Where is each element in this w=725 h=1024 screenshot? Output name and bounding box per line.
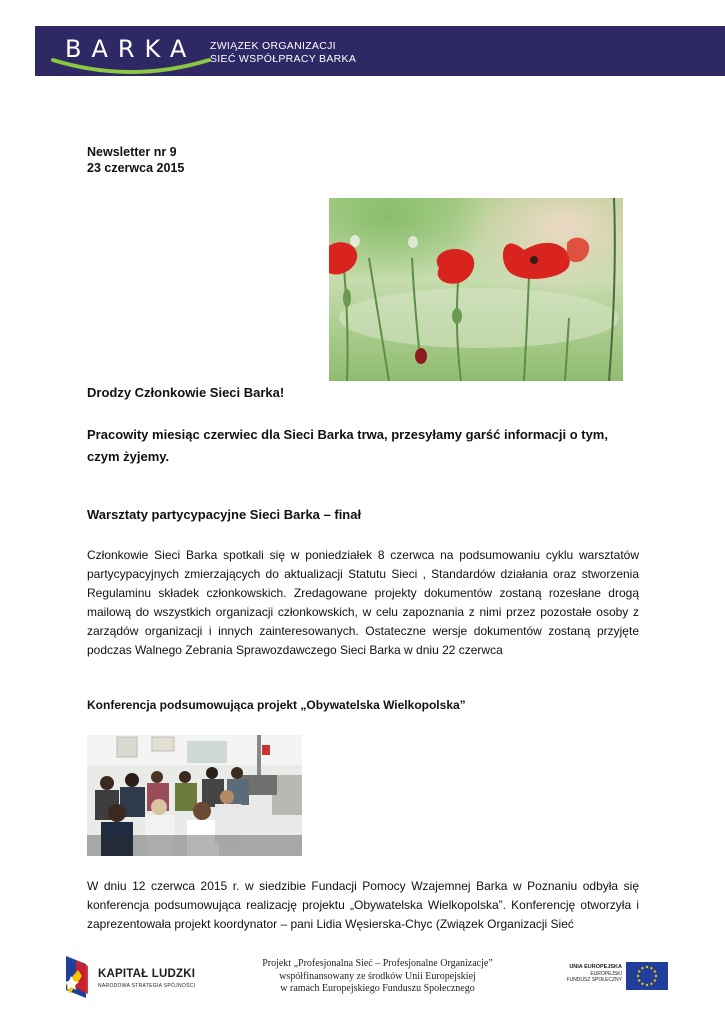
eu-flag-icon bbox=[626, 962, 668, 990]
project-line-2: współfinansowany ze środków Unii Europejskiej bbox=[279, 970, 476, 982]
newsletter-title bbox=[87, 144, 184, 176]
kapital-ludzki-subtitle: NARODOWA STRATEGIA SPÓJNOŚCI bbox=[98, 983, 196, 989]
logo-text: BARKA bbox=[65, 35, 197, 63]
eu-line-3: FUNDUSZ SPOŁECZNY bbox=[566, 977, 622, 983]
org-name-line2: SIEĆ WSPÓŁPRACY BARKA bbox=[210, 53, 357, 65]
section-heading-conference: Konferencja podsumowująca projekt „Obywatelska Wielkopolska” bbox=[87, 698, 466, 712]
eu-logo bbox=[558, 962, 668, 992]
eu-line-1: UNIA EUROPEJSKA bbox=[569, 964, 622, 970]
eu-text bbox=[566, 964, 622, 984]
newsletter-date: 23 czerwca 2015 bbox=[87, 161, 185, 175]
poppy-photo bbox=[329, 198, 623, 381]
project-funding-note bbox=[240, 958, 515, 996]
header-banner bbox=[35, 26, 725, 76]
section-body-workshops: Członkowie Sieci Barka spotkali się w poniedziałek 8 czerwca na podsumowaniu cyklu warsztatów partycypacyjnych zmierzających do aktualizacji Statutu Sieci , Standardów działania oraz stworzenia Regulaminu składek członkowskich. Zredagowane projekty dokumentów zostaną rozesłane drogą mailową do wszystkich organizacji członkowskich, w celu zapoznania z nimi przez pozostałe osoby z zarządów organizacji i innych zainteresowanych. Ostateczne wersje dokumentów zostaną przyjęte podczas Walnego Zebrania Sprawozdawczego Sieci Barka w dniu 22 czerwca bbox=[87, 548, 639, 657]
kapital-ludzki-title: KAPITAŁ LUDZKI bbox=[98, 968, 196, 980]
conference-photo bbox=[87, 735, 302, 856]
project-line-3: w ramach Europejskiego Funduszu Społecznego bbox=[280, 983, 475, 994]
org-name-line1: ZWIĄZEK ORGANIZACJI bbox=[210, 40, 336, 52]
newsletter-number: Newsletter nr 9 bbox=[87, 145, 177, 159]
eu-line-2: EUROPEJSKI bbox=[590, 970, 622, 977]
section-heading-workshops: Warsztaty partycypacyjne Sieci Barka – finał bbox=[87, 507, 362, 522]
kapital-ludzki-logo bbox=[62, 954, 212, 1000]
section-body-conference: W dniu 12 czerwca 2015 r. w siedzibie Fundacji Pomocy Wzajemnej Barka w Poznaniu odbyła się konferencja podsumowująca realizację projektu „Obywatelska Wielkopolska”. Konferencję otworzyła i zaprezentowała projekt koordynator – pani Lidia Węsierska-Chyc (Związek Organizacji Sieć bbox=[87, 879, 639, 931]
kapital-ludzki-icon bbox=[62, 954, 94, 1000]
project-line-1: Projekt „Profesjonalna Sieć – Profesjonalne Organizacje” bbox=[262, 958, 493, 969]
greeting: Drodzy Członkowie Sieci Barka! bbox=[87, 385, 285, 400]
intro-paragraph: Pracowity miesiąc czerwiec dla Sieci Barka trwa, przesyłamy garść informacji o tym, czym żyjemy. bbox=[87, 427, 608, 464]
